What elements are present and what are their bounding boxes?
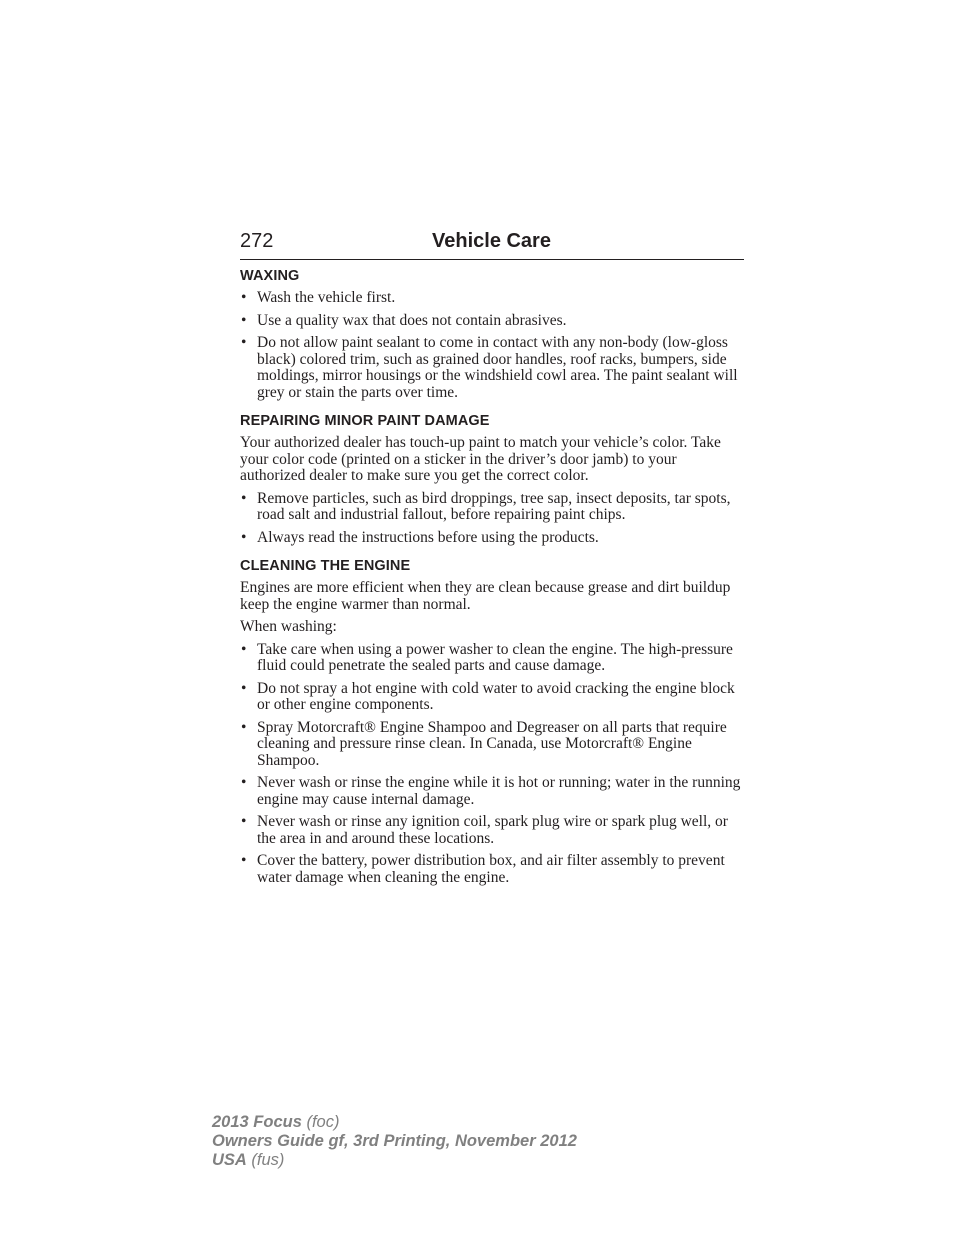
footer-model-code: (foc) — [301, 1113, 340, 1131]
list-item — [240, 681, 744, 714]
page-footer — [212, 1113, 577, 1170]
section-heading-paint: REPAIRING MINOR PAINT DAMAGE — [240, 413, 490, 429]
bullet: • — [241, 528, 247, 546]
list-item — [240, 530, 744, 547]
paint-list — [240, 491, 744, 547]
engine-intro: Engines are more efficient when they are clean because grease and dirt buildup keep the engine warmer than normal. — [240, 579, 731, 613]
footer-model: 2013 Focus — [212, 1113, 302, 1131]
paint-intro: Your authorized dealer has touch-up paint to match your vehicle’s color. Take your color code (printed on a sticker in the driver’s door jamb) to your authorized dealer to make sure you get the correct color. — [240, 434, 721, 484]
list-item — [240, 775, 744, 808]
bullet: • — [241, 640, 247, 658]
list-item — [240, 290, 744, 307]
list-item — [240, 642, 744, 675]
bullet: • — [241, 289, 247, 306]
list-item-text: Spray Motorcraft® Engine Shampoo and Degreaser on all parts that require cleaning and pressure rinse clean. In Canada, use Motorcraft® Engine Shampoo. — [257, 718, 727, 769]
bullet: • — [241, 311, 247, 329]
list-item-text: Cover the battery, power distribution box, and air filter assembly to prevent water damage when cleaning the engine. — [257, 852, 725, 886]
page-title: Vehicle Care — [432, 230, 551, 252]
bullet: • — [241, 774, 247, 791]
list-item — [240, 491, 744, 524]
footer-line-3 — [212, 1151, 577, 1170]
bullet: • — [241, 679, 247, 697]
bullet: • — [241, 334, 247, 351]
list-item-text: Never wash or rinse any ignition coil, spark plug wire or spark plug well, or the area in and around these locations. — [257, 813, 728, 847]
list-item-text: Take care when using a power washer to clean the engine. The high-pressure fluid could penetrate the sealed parts and cause damage. — [257, 640, 733, 674]
engine-list — [240, 642, 744, 887]
footer-market: USA — [212, 1151, 247, 1169]
bullet: • — [241, 852, 247, 869]
bullet: • — [241, 489, 247, 507]
when-washing: When washing: — [240, 618, 337, 635]
list-item — [240, 720, 744, 770]
waxing-list — [240, 290, 744, 401]
list-item — [240, 335, 744, 401]
section-heading-waxing: WAXING — [240, 268, 300, 284]
list-item-text: Use a quality wax that does not contain abrasives. — [257, 311, 567, 329]
bullet: • — [241, 718, 247, 736]
list-item-text: Do not allow paint sealant to come in contact with any non-body (low-gloss black) colored trim, such as grained door handles, roof racks, bumpers, side moldings, mirror housings or the windshield cowl area. The paint sealant will grey or stain the parts over time. — [257, 334, 738, 401]
bullet: • — [241, 813, 247, 830]
list-item-text: Never wash or rinse the engine while it is hot or running; water in the running engine may cause internal damage. — [257, 774, 741, 808]
section-heading-engine: CLEANING THE ENGINE — [240, 558, 411, 574]
page-content — [240, 268, 744, 892]
footer-market-code: (fus) — [246, 1151, 285, 1169]
list-item — [240, 814, 744, 847]
list-item-text: Wash the vehicle first. — [257, 289, 396, 306]
list-item-text: Do not spray a hot engine with cold water to avoid cracking the engine block or other engine components. — [257, 679, 735, 713]
list-item — [240, 853, 744, 886]
footer-line-2: Owners Guide gf, 3rd Printing, November 2012 — [212, 1132, 577, 1150]
list-item-text: Always read the instructions before using the products. — [257, 528, 599, 546]
footer-line-1 — [212, 1113, 577, 1132]
list-item-text: Remove particles, such as bird droppings, tree sap, insect deposits, tar spots, road salt and industrial fallout, before repairing paint chips. — [257, 489, 731, 523]
page-number: 272 — [240, 230, 274, 252]
list-item — [240, 313, 744, 330]
page-header — [240, 229, 744, 260]
